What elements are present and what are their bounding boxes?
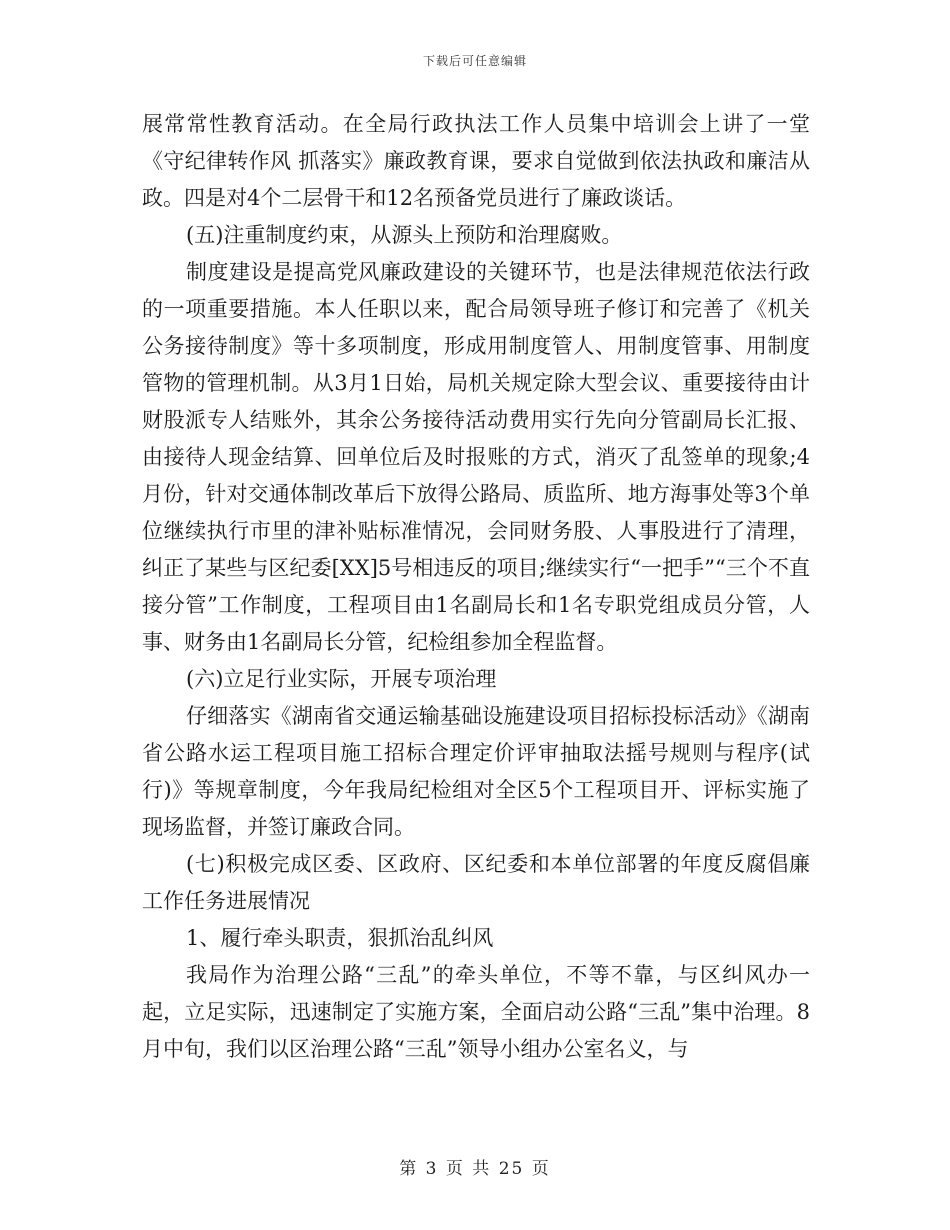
document-body (142, 106, 810, 1068)
paragraph-2: 制度建设是提高党风廉政建设的关键环节，也是法律规范依法行政的一项重要措施。本人任职以来，配合局领导班子修订和完善了《机关公务接待制度》等十多项制度，形成用制度管人、用制度管事、用制度管物的管理机制。从3月1日始，局机关规定除大型会议、重要接待由计财股派专人结账外，其余公务接待活动费用实行先向分管副局长汇报、由接待人现金结算、回单位后及时报账的方式，消灭了乱签单的现象;4月份，针对交通体制改革后下放得公路局、质监所、地方海事处等3个单位继续执行市里的津补贴标准情况，会同财务股、人事股进行了清理，纠正了某些与区纪委[XX]5号相违反的项目;继续实行“一把手”“三个不直接分管”工作制度，工程项目由1名副局长和1名专职党组成员分管，人事、财务由1名副局长分管，纪检组参加全程监督。 (142, 260, 810, 654)
page-number: 第 3 页 共 25 页 (399, 1159, 551, 1179)
subsection-heading-1: 1、履行牵头职责，狠抓治乱纠风 (186, 926, 494, 950)
paragraph-1: 展常常性教育活动。在全局行政执法工作人员集中培训会上讲了一堂《守纪律转作风 抓落实》廉政教育课，要求自觉做到依法执政和廉洁从政。四是对4个二层骨干和12名预备党员进行了廉政谈话。 (142, 112, 810, 210)
paragraph-4: 我局作为治理公路“三乱”的牵头单位，不等不靠，与区纠风办一起，立足实际，迅速制定了实施方案，全面启动公路“三乱”集中治理。8月中旬，我们以区治理公路“三乱”领导小组办公室名义，与 (142, 963, 810, 1061)
page-header: 下载后可任意编辑 (422, 54, 527, 68)
section-heading-5: (五)注重制度约束，从源头上预防和治理腐败。 (186, 223, 623, 247)
paragraph-3: 仔细落实《湖南省交通运输基础设施建设项目招标投标活动》《湖南省公路水运工程项目施工招标合理定价评审抽取法摇号规则与程序(试行)》等规章制度，今年我局纪检组对全区5个工程项目开、评标实施了现场监督，并签订廉政合同。 (142, 704, 810, 839)
section-heading-6: (六)立足行业实际，开展专项治理 (186, 667, 497, 691)
section-heading-7: (七)积极完成区委、区政府、区纪委和本单位部署的年度反腐倡廉工作任务进展情况 (142, 852, 810, 913)
